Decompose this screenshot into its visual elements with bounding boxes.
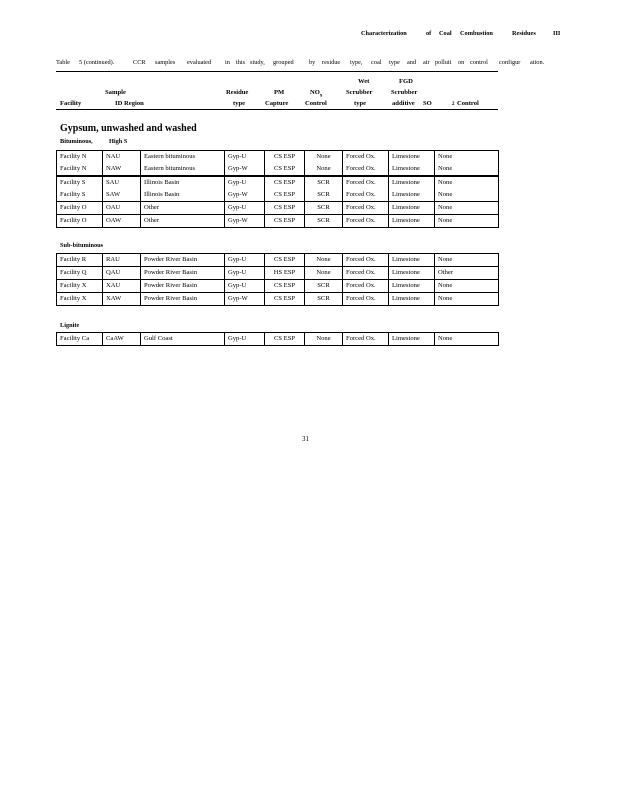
table-lignite <box>56 332 499 346</box>
col-so2-control: Control <box>457 100 479 107</box>
caption-word: evaluated <box>187 59 212 66</box>
caption-word: this <box>236 59 246 66</box>
caption-word: in <box>225 59 230 66</box>
col-wet-top: Wet <box>358 78 370 85</box>
caption-word: configur <box>499 59 521 66</box>
table-cell: CS ESP <box>265 163 305 176</box>
table-cell: None <box>435 202 499 215</box>
table-cell: CS ESP <box>265 333 305 346</box>
group-label-lignite: Lignite <box>60 322 80 329</box>
table-cell: Limestone <box>389 267 435 280</box>
table-cell: SCR <box>305 176 343 189</box>
table-body <box>57 151 499 228</box>
table-cell: Limestone <box>389 333 435 346</box>
col-facility: Facility <box>60 100 82 107</box>
table-cell: CS ESP <box>265 280 305 293</box>
table-row <box>57 254 499 267</box>
table-cell: None <box>435 189 499 202</box>
table-cell: Facility R <box>57 254 103 267</box>
table-cell: Forced Ox. <box>343 151 389 164</box>
table-row <box>57 293 499 306</box>
table-row <box>57 163 499 176</box>
table-cell: NAU <box>103 151 141 164</box>
table-cell: XAW <box>103 293 141 306</box>
running-header-word: Coal <box>439 30 452 37</box>
col-wet-bottom: type <box>354 100 367 107</box>
table-cell: None <box>435 254 499 267</box>
table-row <box>57 333 499 346</box>
table-cell: Forced Ox. <box>343 280 389 293</box>
table-cell: Forced Ox. <box>343 333 389 346</box>
table-cell: Gyp-W <box>225 189 265 202</box>
caption-word: samples <box>155 59 176 66</box>
table-cell: Facility Q <box>57 267 103 280</box>
col-nox-top <box>310 89 322 98</box>
caption-word: on <box>458 59 465 66</box>
table-cell: SCR <box>305 189 343 202</box>
table-cell: None <box>435 215 499 228</box>
table-cell: CS ESP <box>265 293 305 306</box>
table-cell: Other <box>435 267 499 280</box>
table-cell: Forced Ox. <box>343 176 389 189</box>
table-cell: Facility S <box>57 189 103 202</box>
table-cell: None <box>435 280 499 293</box>
table-cell: Other <box>141 202 225 215</box>
table-row <box>57 189 499 202</box>
table-cell: Other <box>141 215 225 228</box>
group-label-bituminous: Bituminous, <box>60 138 93 145</box>
table-cell: SAW <box>103 189 141 202</box>
table-cell: Gulf Coast <box>141 333 225 346</box>
col-so2-subscript: 2 <box>452 102 455 107</box>
col-region: Region <box>124 100 144 107</box>
table-cell: CS ESP <box>265 202 305 215</box>
caption-word: coal <box>371 59 382 66</box>
col-residue-top: Residue <box>226 89 249 96</box>
table-cell: Limestone <box>389 293 435 306</box>
table-cell: Gyp-U <box>225 333 265 346</box>
table-cell: Limestone <box>389 189 435 202</box>
col-pm-bottom: Capture <box>265 100 289 107</box>
table-cell: Forced Ox. <box>343 254 389 267</box>
group-label-subbituminous: Sub-bituminous <box>60 242 104 249</box>
group-label-high-s: High S <box>109 138 128 145</box>
table-cell: Facility O <box>57 215 103 228</box>
table-cell: None <box>435 333 499 346</box>
table-cell: Limestone <box>389 176 435 189</box>
caption-word: ation. <box>530 59 545 66</box>
table-cell: CS ESP <box>265 151 305 164</box>
table-cell: QAU <box>103 267 141 280</box>
table-cell: Gyp-U <box>225 202 265 215</box>
running-header-word: III <box>553 30 561 37</box>
table-cell: Powder River Basin <box>141 293 225 306</box>
caption-word: 5 (continued). <box>79 59 115 66</box>
table-cell: None <box>305 254 343 267</box>
table-cell: SCR <box>305 215 343 228</box>
table-cell: SCR <box>305 293 343 306</box>
table-cell: Limestone <box>389 163 435 176</box>
table-cell: None <box>435 151 499 164</box>
col-so2-label: SO <box>423 100 432 107</box>
table-cell: OAU <box>103 202 141 215</box>
col-fgd-top: FGD <box>399 78 413 85</box>
caption-rule <box>56 71 498 72</box>
table-cell: Limestone <box>389 215 435 228</box>
table-cell: Limestone <box>389 280 435 293</box>
table-row <box>57 215 499 228</box>
table-cell: CaAW <box>103 333 141 346</box>
caption-word: control <box>470 59 488 66</box>
col-fgd-bottom: additive <box>392 100 415 107</box>
caption-word: type <box>389 59 400 66</box>
table-cell: Gyp-U <box>225 254 265 267</box>
caption-word: and <box>407 59 417 66</box>
caption-word: residue <box>322 59 341 66</box>
caption-word: air <box>423 59 430 66</box>
table-cell: Facility S <box>57 176 103 189</box>
table-cell: Gyp-U <box>225 151 265 164</box>
table-cell: Powder River Basin <box>141 280 225 293</box>
running-header-word: of <box>426 30 432 37</box>
table-row <box>57 267 499 280</box>
table-cell: Facility N <box>57 163 103 176</box>
table-cell: Facility O <box>57 202 103 215</box>
table-cell: Forced Ox. <box>343 189 389 202</box>
table-cell: SAU <box>103 176 141 189</box>
table-cell: SCR <box>305 202 343 215</box>
table-row <box>57 176 499 189</box>
table-cell: Eastern bituminous <box>141 163 225 176</box>
table-cell: Facility N <box>57 151 103 164</box>
table-row <box>57 202 499 215</box>
table-body <box>57 333 499 346</box>
table-cell: CS ESP <box>265 189 305 202</box>
table-cell: Eastern bituminous <box>141 151 225 164</box>
col-wet-mid: Scrubber <box>346 89 373 96</box>
table-cell: Gyp-W <box>225 163 265 176</box>
table-cell: OAW <box>103 215 141 228</box>
table-cell: Forced Ox. <box>343 293 389 306</box>
table-cell: Facility X <box>57 293 103 306</box>
table-cell: CS ESP <box>265 176 305 189</box>
running-header-word: Characterization <box>361 30 407 37</box>
table-body <box>57 254 499 306</box>
table-cell: RAU <box>103 254 141 267</box>
page-number: 31 <box>302 435 309 443</box>
table-cell: Limestone <box>389 151 435 164</box>
table-cell: None <box>435 176 499 189</box>
table-bituminous <box>56 150 499 228</box>
table-subbituminous <box>56 253 499 306</box>
table-cell: Forced Ox. <box>343 215 389 228</box>
table-cell: XAU <box>103 280 141 293</box>
caption-word: study, <box>250 59 265 66</box>
table-cell: None <box>305 267 343 280</box>
col-nox-bottom: Control <box>305 100 327 107</box>
table-cell: Limestone <box>389 202 435 215</box>
table-cell: Illinois Basin <box>141 176 225 189</box>
table-cell: None <box>305 151 343 164</box>
table-cell: Powder River Basin <box>141 267 225 280</box>
table-cell: Powder River Basin <box>141 254 225 267</box>
caption-word: Table <box>56 59 70 66</box>
caption-word: CCR <box>133 59 146 66</box>
table-cell: Gyp-U <box>225 280 265 293</box>
table-cell: None <box>435 293 499 306</box>
table-cell: Forced Ox. <box>343 267 389 280</box>
col-nox-subscript: x <box>319 93 323 99</box>
col-sample-top: Sample <box>105 89 126 96</box>
caption-word: polluti <box>435 59 452 66</box>
table-cell: None <box>435 163 499 176</box>
header-rule <box>56 109 498 110</box>
col-fgd-mid: Scrubber <box>391 89 418 96</box>
col-residue-bottom: type <box>233 100 246 107</box>
col-nox-label: NO <box>310 89 320 96</box>
table-row <box>57 151 499 164</box>
col-id: ID <box>115 100 123 107</box>
table-cell: Limestone <box>389 254 435 267</box>
table-cell: NAW <box>103 163 141 176</box>
caption-word: type, <box>350 59 363 66</box>
table-cell: Gyp-W <box>225 215 265 228</box>
table-cell: Forced Ox. <box>343 202 389 215</box>
table-cell: Facility Ca <box>57 333 103 346</box>
col-pm-top: PM <box>274 89 285 96</box>
running-header-word: Combustion <box>460 30 493 37</box>
table-cell: Gyp-U <box>225 176 265 189</box>
table-cell: None <box>305 163 343 176</box>
table-cell: Gyp-W <box>225 293 265 306</box>
table-cell: CS ESP <box>265 215 305 228</box>
table-cell: HS ESP <box>265 267 305 280</box>
table-cell: Forced Ox. <box>343 163 389 176</box>
table-cell: SCR <box>305 280 343 293</box>
running-header-word: Residues <box>512 30 536 37</box>
section-title: Gypsum, unwashed and washed <box>60 123 197 134</box>
table-row <box>57 280 499 293</box>
caption-word: grouped <box>273 59 294 66</box>
table-cell: Gyp-U <box>225 267 265 280</box>
table-cell: Facility X <box>57 280 103 293</box>
table-cell: Illinois Basin <box>141 189 225 202</box>
table-cell: CS ESP <box>265 254 305 267</box>
caption-word: by <box>309 59 316 66</box>
table-cell: None <box>305 333 343 346</box>
